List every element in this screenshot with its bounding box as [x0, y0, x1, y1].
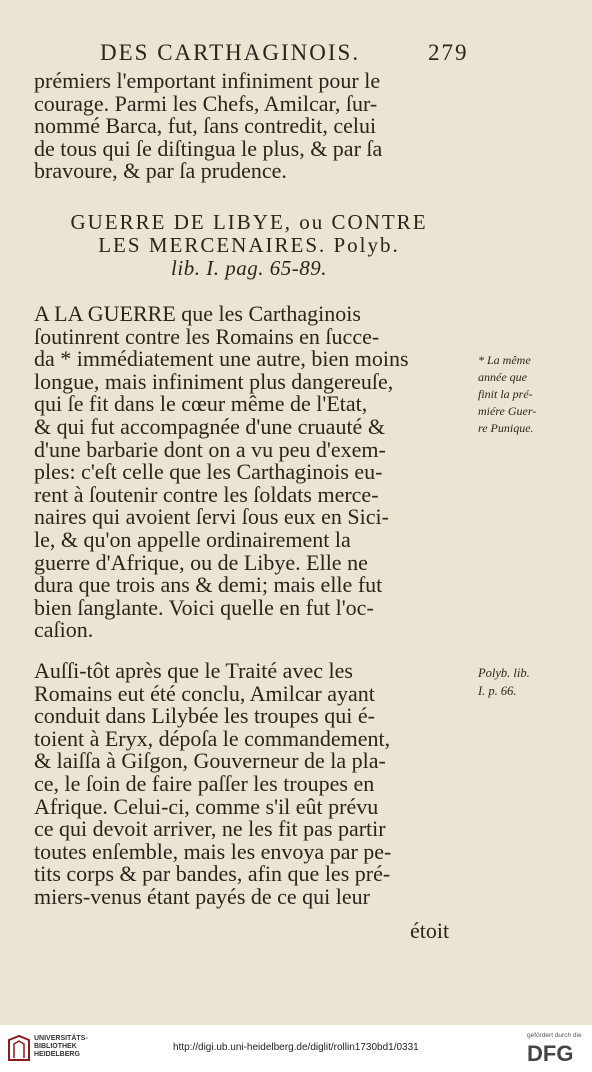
university-seal-icon [6, 1034, 32, 1062]
text-line: bravoure, & par ſa prudence. [34, 158, 287, 184]
note-line: I. p. 66. [478, 684, 517, 698]
text-line: courage. Parmi les Chefs, Amilcar, ſur- [34, 90, 378, 116]
library-name [34, 1035, 88, 1059]
text-line: Romains eut été conclu, Amilcar ayant [34, 680, 375, 706]
margin-note-2 [478, 664, 588, 700]
running-head [100, 40, 520, 66]
text-line: & laiſſa à Giſgon, Gouverneur de la pla- [34, 748, 386, 774]
library-line: UNIVERSITÄTS- [34, 1035, 88, 1042]
permalink[interactable]: http://digi.ub.uni-heidelberg.de/diglit/rollin1730bd1/0331 [173, 1042, 419, 1053]
text-line: miers-venus étant payés de ce qui leur [34, 883, 370, 909]
text-line: qui ſe fit dans le cœur même de l'Etat, [34, 391, 368, 417]
text-line: rent à ſoutenir contre les ſoldats merce- [34, 481, 379, 507]
note-line: Polyb. lib. [478, 666, 530, 680]
paragraph-2 [34, 303, 464, 642]
text-line: nommé Barca, fut, ſans contredit, celui [34, 113, 377, 139]
text-line: Auſſi-tôt après que le Traité avec les [34, 658, 353, 683]
text-line: ſoutinrent contre les Romains en ſucce- [34, 323, 380, 349]
heading-line-3: lib. I. pag. 65-89. [171, 256, 327, 280]
note-line: année que [478, 370, 527, 384]
text-line: le, & qu'on appelle ordinairement la [34, 526, 351, 552]
text-line: guerre d'Afrique, ou de Libye. Elle ne [34, 549, 368, 575]
viewer-footer [0, 1025, 592, 1072]
text-line: d'une barbarie dont on a vu peu d'exem- [34, 436, 386, 462]
text-line: naires qui avoient ſervi ſous eux en Sici- [34, 504, 389, 530]
text-line: longue, mais infiniment plus dangereuſe, [34, 368, 394, 394]
text-line: ples: c'eſt celle que les Carthaginois eu- [34, 459, 383, 485]
page-number: 279 [428, 40, 469, 65]
text-line: ce qui devoit arriver, ne les fit pas partir [34, 816, 386, 842]
note-line: * La même [478, 353, 531, 367]
text-line: toutes enſemble, mais les envoya par pe- [34, 838, 392, 864]
heading-line-2: LES MERCENAIRES. Polyb. [98, 233, 400, 257]
text-line: toient à Eryx, dépoſa le commandement, [34, 725, 391, 751]
note-line: miére Guer- [478, 404, 537, 418]
text-line: dura que trois ans & demi; mais elle fut [34, 572, 383, 598]
running-head-title: DES CARTHAGINOIS. [100, 40, 361, 65]
text-line: Afrique. Celui-ci, comme s'il eût prévu [34, 793, 379, 819]
text-line: & qui fut accompagnée d'une cruauté & [34, 413, 385, 439]
text-line: tits corps & par bandes, afin que les pré- [34, 861, 391, 887]
text-line: prémiers l'emportant infiniment pour le [34, 68, 381, 93]
section-heading [34, 211, 464, 280]
text-line: conduit dans Lilybée les troupes qui é- [34, 703, 375, 729]
funded-by-label: gefördert durch die [527, 1032, 582, 1039]
heading-line-1: GUERRE DE LIBYE, ou CONTRE [70, 210, 428, 234]
paragraph-1 [34, 70, 464, 183]
text-line: caſion. [34, 617, 94, 643]
dfg-logo: DFG [527, 1041, 574, 1066]
paragraph-3 [34, 660, 464, 909]
text-line: A LA GUERRE que les Carthaginois [34, 301, 361, 326]
margin-note-1 [478, 352, 588, 437]
text-line: da * immédiatement une autre, bien moins [34, 346, 409, 372]
text-line: ce, le ſoin de faire paſſer les troupes en [34, 770, 375, 796]
note-line: finit la pré- [478, 387, 533, 401]
text-line: de tous qui ſe diſtingua le plus, & par ſa [34, 135, 383, 161]
library-line: BIBLIOTHEK [34, 1043, 77, 1050]
catchword: étoit [410, 918, 450, 943]
note-line: re Punique. [478, 421, 534, 435]
library-line: HEIDELBERG [34, 1051, 80, 1058]
text-line: bien ſanglante. Voici quelle en fut l'oc- [34, 594, 374, 620]
